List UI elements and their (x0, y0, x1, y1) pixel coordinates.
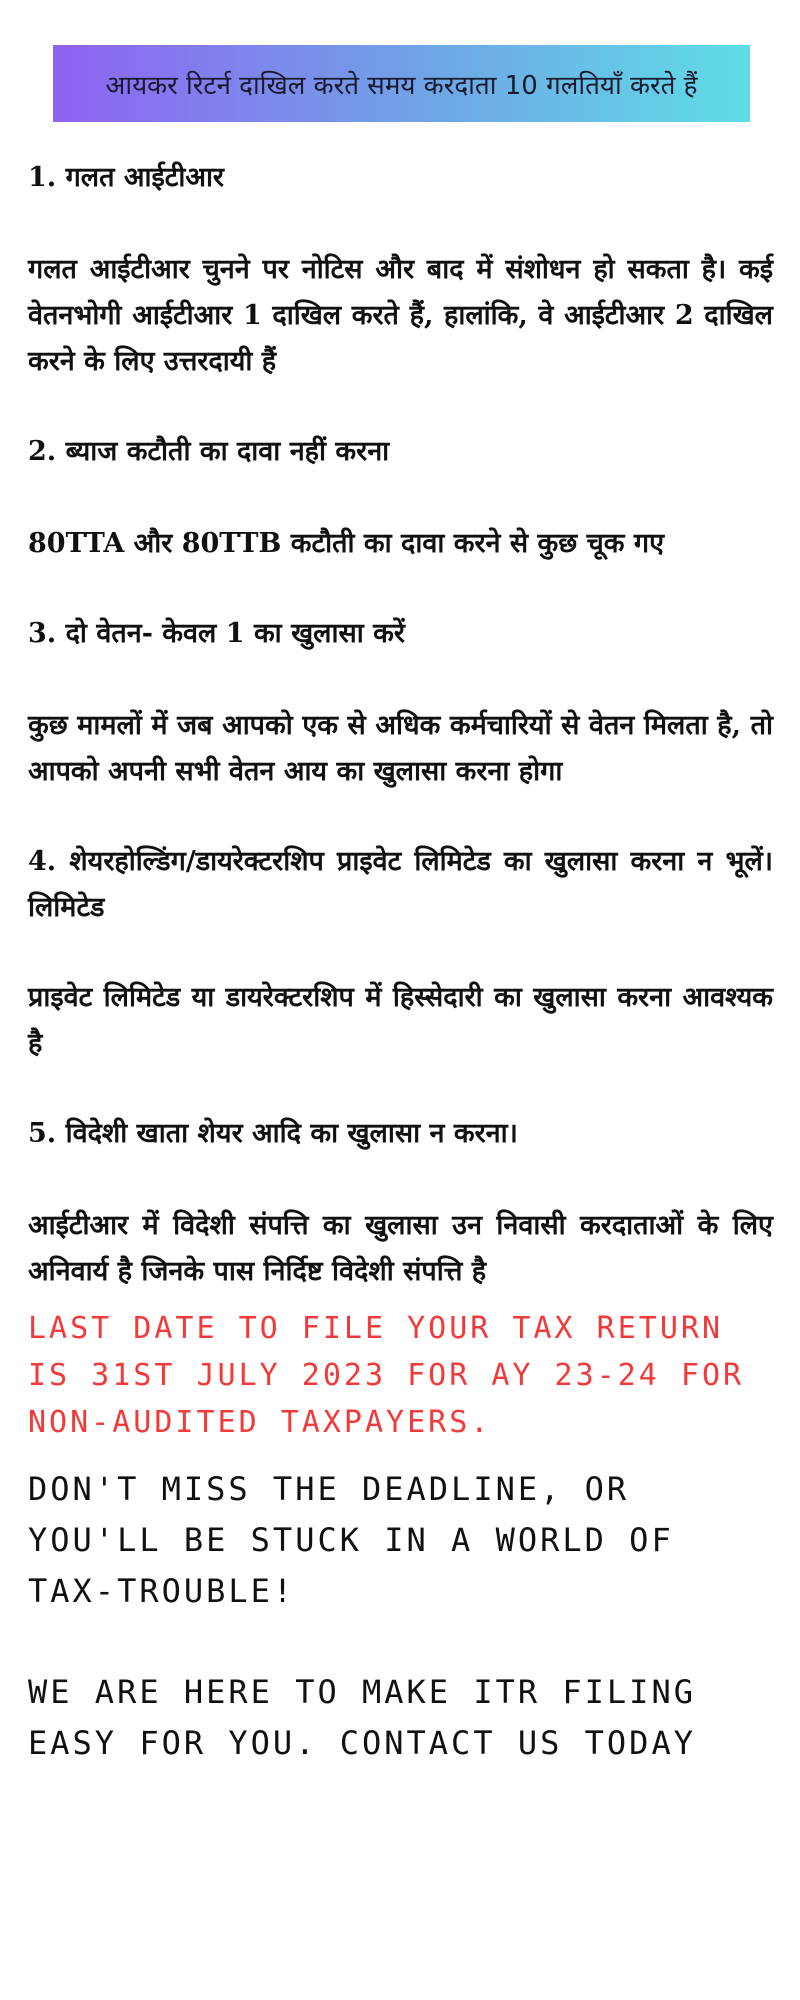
section-3-body: कुछ मामलों में जब आपको एक से अधिक कर्मचारियों से वेतन मिलता है, तो आपको अपनी सभी वेतन आय का खुलासा करना होगा (28, 710, 773, 787)
section-1-body: गलत आईटीआर चुनने पर नोटिस और बाद में संशोधन हो सकता है। कई वेतनभोगी आईटीआर 1 दाखिल करते हैं, हालांकि, वे आईटीआर 2 दाखिल करने के लिए उत्तरदायी हैं (28, 254, 773, 377)
warning-note: DON'T MISS THE DEADLINE, OR YOU'LL BE STUCK IN A WORLD OF TAX-TROUBLE! (28, 1470, 674, 1610)
article-content (28, 155, 773, 1819)
section-2-body: 80TTA और 80TTB कटौती का दावा करने से कुछ चूक गए (28, 528, 665, 559)
section-5-heading: 5. विदेशी खाता शेयर आदि का खुलासा न करना। (28, 1118, 518, 1149)
section-5-body: आईटीआर में विदेशी संपत्ति का खुलासा उन निवासी करदाताओं के लिए अनिवार्य है जिनके पास निर्दिष्ट विदेशी संपत्ति है (28, 1210, 773, 1287)
section-4-body: प्राइवेट लिमिटेड या डायरेक्टरशिप में हिस्सेदारी का खुलासा करना आवश्यक है (28, 982, 773, 1059)
section-3-heading: 3. दो वेतन- केवल 1 का खुलासा करें (28, 618, 405, 649)
title-banner (53, 45, 750, 122)
banner-title: आयकर रिटर्न दाखिल करते समय करदाता 10 गलतियाँ करते हैं (105, 70, 698, 101)
section-4-heading: 4. शेयरहोल्डिंग/डायरेक्टरशिप प्राइवेट लिमिटेड का खुलासा करना न भूलें। लिमिटेड (28, 846, 773, 923)
section-1-heading: 1. गलत आईटीआर (28, 162, 224, 193)
section-2-heading: 2. ब्याज कटौती का दावा नहीं करना (28, 436, 390, 467)
contact-note: WE ARE HERE TO MAKE ITR FILING EASY FOR YOU. CONTACT US TODAY (28, 1673, 696, 1762)
deadline-note: LAST DATE TO FILE YOUR TAX RETURN IS 31ST JULY 2023 FOR AY 23-24 FOR NON-AUDITED TAXPAYERS. (28, 1311, 745, 1440)
